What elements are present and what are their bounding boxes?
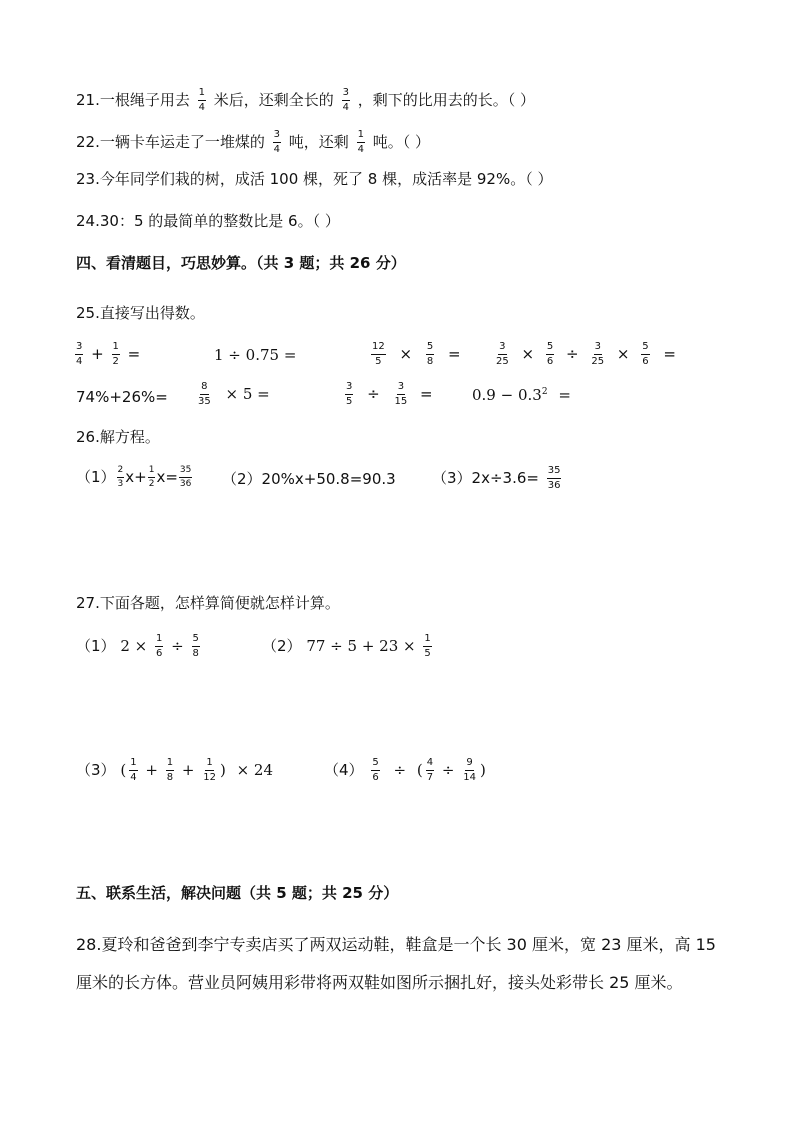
question-28: 28.夏玲和爸爸到李宁专卖店买了两双运动鞋，鞋盒是一个长 30 厘米，宽 23 厘米，高 15 厘米的长方体。营业员阿姨用彩带将两双鞋如图所示捆扎好，接头处彩带长 25 厘米。 bbox=[76, 935, 716, 992]
q22-mid: 吨，还剩 bbox=[288, 133, 349, 151]
q21-prefix: 21.一根绳子用去 bbox=[76, 91, 190, 109]
q25-expr-3: $\frac{12}{5}$ × $\frac{5}{8}$ = bbox=[372, 341, 461, 367]
q26-part-1: （1） $\frac{2}{3}$ x+ $\frac{1}{2}$ x= $\frac{35}{36}$ bbox=[76, 465, 192, 489]
q21-mid: 米后，还剩全长的 bbox=[213, 91, 334, 109]
q26-part-3: （3）2x÷3.6= $\frac{35}{36}$ bbox=[432, 465, 561, 491]
question-24: 24.30：5 的最简单的整数比是 6。（ ） bbox=[76, 212, 340, 230]
q25-expr-1: $\frac{3}{4}$ + $\frac{1}{2}$ = bbox=[76, 341, 141, 367]
q25-expr-6: $\frac{8}{35}$ × 5 = bbox=[198, 381, 270, 407]
q25-expr-8: $0.9 - 0.3^2$ = bbox=[472, 386, 571, 404]
q21-suffix: ，剩下的比用去的长。（ ） bbox=[357, 91, 536, 109]
question-21 bbox=[76, 88, 535, 113]
q26-part-2: （2）20%x+50.8=90.3 bbox=[222, 470, 396, 488]
q25-expr-4: $\frac{3}{25}$ × $\frac{5}{6}$ ÷ $\frac{3}{25}$ × $\frac{5}{6}$ = bbox=[496, 341, 676, 367]
q27-part-4: （4） $\frac{5}{6}$ ÷ ( $\frac{4}{7}$ ÷ $\frac{9}{14}$ ) bbox=[324, 757, 486, 783]
q22-prefix: 22.一辆卡车运走了一堆煤的 bbox=[76, 133, 265, 151]
q22-suffix: 吨。（ ） bbox=[372, 133, 431, 151]
q22-fraction-1: $\frac{3}{4}$ bbox=[273, 129, 281, 155]
section-5-title: 五、联系生活，解决问题（共 5 题；共 25 分） bbox=[76, 884, 399, 902]
question-25-title: 25.直接写出得数。 bbox=[76, 304, 205, 322]
q27-part-1: （1） 2 × $\frac{1}{6}$ ÷ $\frac{5}{8}$ bbox=[76, 633, 199, 659]
question-26-title: 26.解方程。 bbox=[76, 428, 160, 446]
question-27-title: 27.下面各题，怎样算简便就怎样计算。 bbox=[76, 594, 340, 612]
q25-expr-5: 74%+26%= bbox=[76, 388, 168, 406]
q25-expr-7: $\frac{3}{5}$ ÷ $\frac{3}{15}$ = bbox=[346, 381, 433, 407]
q25-expr-2: 1 ÷ 0.75 = bbox=[214, 346, 297, 364]
question-23: 23.今年同学们栽的树，成活 100 棵，死了 8 棵，成活率是 92%。（ ） bbox=[76, 170, 553, 188]
section-4-title: 四、看清题目，巧思妙算。（共 3 题；共 26 分） bbox=[76, 254, 406, 272]
q22-fraction-2: $\frac{1}{4}$ bbox=[357, 129, 364, 155]
question-22 bbox=[76, 130, 430, 155]
q21-fraction-1: $\frac{1}{4}$ bbox=[198, 87, 206, 113]
q27-part-2: （2） 77 ÷ 5 + 23 × $\frac{1}{5}$ bbox=[262, 633, 431, 659]
q27-part-3: （3） ( $\frac{1}{4}$ + $\frac{1}{8}$ + $\frac{1}{12}$ ) × 24 bbox=[76, 757, 274, 783]
q21-fraction-2: $\frac{3}{4}$ bbox=[342, 87, 349, 113]
